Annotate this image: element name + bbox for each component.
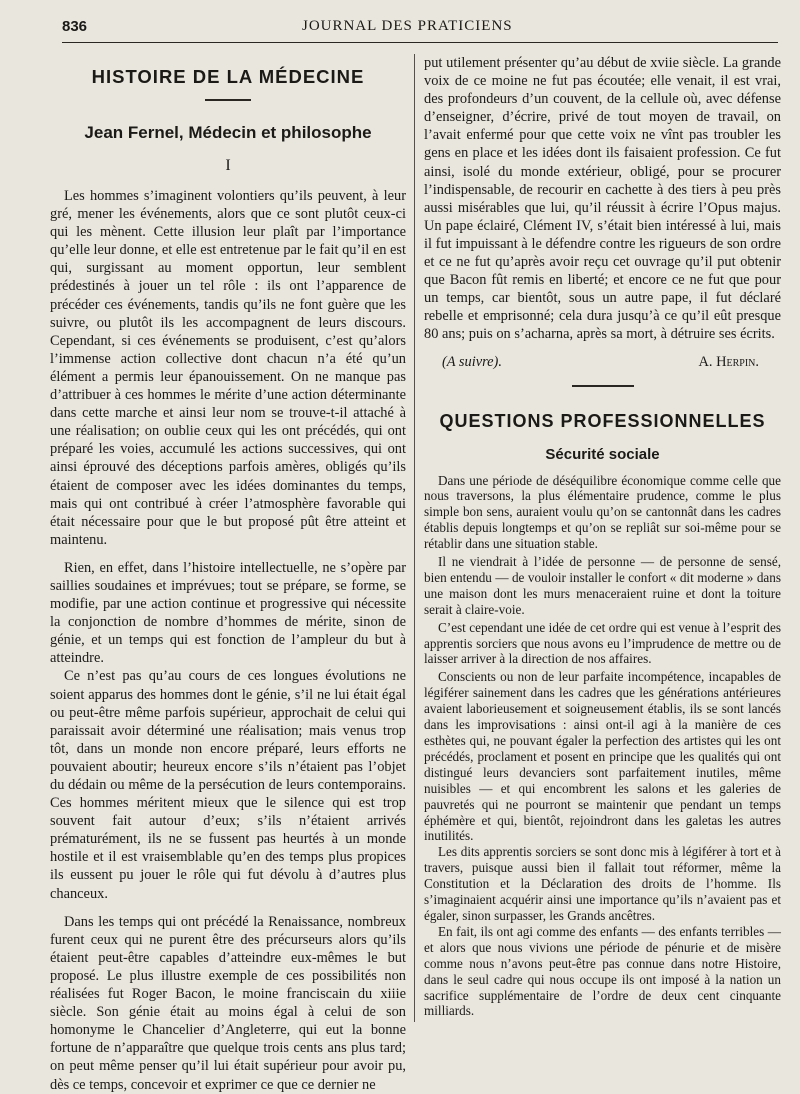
section-title-questions: QUESTIONS PROFESSIONNELLES	[439, 410, 766, 431]
paragraph: Rien, en effet, dans l’histoire intellectuelle, ne s’opère par saillies soudaines et imprévues; tout se prépare, se forme, se modifie, par une action continue et progressive qui nécessite la conjonction de nombre d’hommes de mérite, sinon de génie, et un temps qui est fonction de l’ampleur du but à atteindre.	[50, 559, 406, 667]
section-divider	[572, 385, 634, 387]
column-rule	[414, 54, 415, 1022]
continued-paragraph: put utilement présenter qu’au début de xviie siècle. La grande voix de ce moine ne fut pas écoutée; elle venait, il est vrai, des profondeurs d’un couvent, de la cellule où, avec défense d’enseigner, d’écrire, privé de tout moyen de travail, on l’avait enfermé pour que cette voix ne vînt pas troubler les gens en place et les idées dont ils faisaient profession. Ce fut ainsi, isolé du monde extérieur, obligé, pour se procurer l’indispensable, de recourir en cachette à des tiers à peu près aussi misérables que lui, qu’il réussit à écrire l’Opus majus. Un pape éclairé, Clément IV, s’était bien intéressé à lui, mais il fut impuissant à le défendre contre les rigueurs de son ordre et ce ne fut qu’après avoir reçu cet ouvrage qu’il put obtenir que Bacon fût remis en liberté; et encore ce ne fut que pour un temps, car bientôt, sous un autre pape, il fut déclaré rebelle et emprisonné; cela dura jusqu’à ce qu’il eût presque 80 ans; puis on s’acharna, après sa mort, à détruire ses écrits.	[424, 55, 781, 343]
paragraph: Les dits apprentis sorciers se sont donc mis à légiférer à tort et à travers, puisque aussi bien il fallait tout réformer, même la Constitution et la Déclaration des droits de l’homme. Ils s’imaginaient acquérir ainsi une importance qu’ils n’avaient pas et égaler, sinon surpasser, les Grands ancêtres.	[424, 844, 781, 923]
journal-title: JOURNAL DES PRATICIENS	[302, 18, 513, 34]
right-column	[424, 54, 781, 1019]
paragraph: Dans les temps qui ont précédé la Renaissance, nombreux furent ceux qui ne purent être des précurseurs alors qu’ils étaient peut-être capables d’atteindre eux-mêmes le but proposé. Le plus illustre exemple de ces possibilités non réalisées fut Roger Bacon, le moine franciscain du xiiie siècle. Son génie était au moins égal à celui de son homonyme le Chancelier d’Angleterre, qui eut la bonne fortune de n’apparaître que quelque trois cents ans plus tard; on peut même penser qu’il lui était supérieur pour avoir pu, dès ce temps, concevoir et exprimer ce que ce dernier ne	[50, 913, 406, 1093]
paragraph: En fait, ils ont agi comme des enfants — des enfants terribles — et alors que nous vivions une période de pénurie et de misère comme nous n’avons peut-être pas connue dans notre Histoire, dans le seul cadre qui nous occupe ils ont imposé à la nation un sacrifice supplémentaire de l’ordre de deux cent cinquante milliards.	[424, 923, 781, 1019]
paragraph: C’est cependant une idée de cet ordre qui est venue à l’esprit des apprentis sorciers que nous avons eu l’imprudence de mettre ou de laisser arriver à la direction de nos affaires.	[424, 619, 781, 667]
title-divider	[205, 99, 251, 101]
section-title-histoire: HISTOIRE DE LA MÉDECINE	[91, 66, 365, 87]
left-column	[50, 54, 406, 1094]
paragraph: Conscients ou non de leur parfaite incompétence, incapables de légiférer sainement dans les cadres que les générations antérieures avaient laborieusement et soigneusement établis, ils se sont lancés dans les improvisations : ainsi ont-il agi à la manière de ces esthètes qui, ne pouvant égaler la perfection des artistes qui les ont précédés, proclament et posent en principe que les qualités qui ont distingué leurs devanciers sont parfaitement inutiles, même nuisibles — et qui encombrent les salons et les galeries de pauvretés qui ne pourront se maintenir que pendant un temps éphémère et qui, bientôt, rejoindront dans les galetas les autres inutilités.	[424, 669, 781, 844]
paragraph: Dans une période de déséquilibre économique comme celle que nous traversons, la plus élémentaire prudence, comme le plus simple bon sens, auraient voulu qu’on se cantonnât dans les cadres établis depuis longtemps et qu’on se repliât sur soi-même pour se rétablir dans une situation stable.	[424, 472, 781, 552]
to-be-continued-note: (A suivre).	[442, 353, 502, 370]
signature-line	[442, 354, 781, 371]
author-name: A. Herpin.	[698, 353, 759, 370]
page-number: 836	[62, 18, 88, 35]
article-title-fernel: Jean Fernel, Médecin et philosophe	[84, 123, 372, 142]
article-title-securite: Sécurité sociale	[545, 445, 660, 463]
paragraph: Ce n’est pas qu’au cours de ces longues évolutions ne soient apparus des hommes dont le génie, s’il ne lui était égal ou peut-être même parfois supérieur, approchait de celui qui paraissait avoir déterminé une réalisation; mais venus trop tôt, dans un monde non encore préparé, leurs efforts ne pouvaient aboutir; heureux encore s’ils n’étaient pas l’objet du dédain ou même de la persécution de leurs contemporains. Ces hommes méritent mieux que le silence qui est trop souvent fait autour d’eux; s’ils n’étaient arrivés prématurément, ils ne se fussent pas heurtés à un monde hostile et il est vraisemblable qu’en des temps plus propices ils eussent pu jouer le rôle qui fut dévolu à d’autres plus chanceux.	[50, 668, 406, 902]
paragraph: Il ne viendrait à l’idée de personne — de personne de sensé, bien entendu — de vouloir installer le confort « dit moderne » dans une maison dont les murs menaceraient ruine et dont la toiture serait à claire-voie.	[424, 554, 781, 617]
paragraph: Les hommes s’imaginent volontiers qu’ils peuvent, à leur gré, mener les événements, alors que ce sont plutôt ceux-ci qui les mènent. Cette illusion leur plaît par l’importance qu’elle leur donne, et elle est entretenue par le fait qu’il en est qui, surgissant au moment opportun, leur semblent prédestinés à jouer un tel rôle : ils ont l’apparence de précéder ces événements, tandis qu’ils ne font guère que les suivre, ou plutôt ils les accompagnent de leurs discours. Cependant, si ces événements se produisent, c’est qu’alors l’immense action collective dont chacun n’a été qu’un élément a permis leur épanouissement. On ne manque pas d’attribuer à ces hommes le mérite d’une action déterminante dans cette marche et ainsi leur nom se trouve-t-il attaché à une réalisation; on oublie ceux qui les ont précédés, qui ont préparé les voies, accumulé les actions successives, qui ont ainsi éprouvé des déceptions parfois amères, obligés qu’ils étaient de composer avec les idées dominantes du temps, mais qui ont contribué à créer l’atmosphère favorable qui était nécessaire pour que le but proposé pût être atteint et maintenu.	[50, 188, 407, 548]
running-head	[62, 18, 778, 43]
part-number: I	[225, 157, 231, 174]
